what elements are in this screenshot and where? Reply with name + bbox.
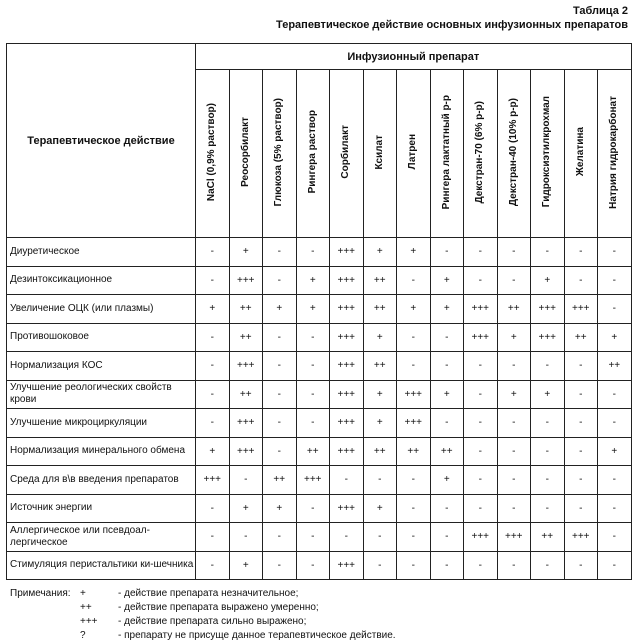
note-symbol: ? [80, 630, 86, 641]
column-header-label: Сорбилакт [340, 125, 352, 179]
table-cell: - [598, 295, 632, 324]
table-cell: - [464, 238, 498, 267]
table-cell: + [296, 295, 330, 324]
header-corner: Терапевтическое действие [7, 44, 196, 238]
table-cell: - [263, 323, 297, 352]
table-row [7, 551, 632, 580]
column-header-label: Глюкоза (5% раствор) [273, 97, 285, 207]
table-cell: - [363, 551, 397, 580]
table-body [7, 238, 632, 580]
table-cell: - [464, 494, 498, 523]
column-header-label: Желатина [574, 127, 586, 177]
table-cell: +++ [564, 295, 598, 324]
row-label: Нормализация КОС [7, 352, 196, 381]
table-cell: +++ [330, 409, 364, 438]
note-text: - действие препарата выражено умеренно; [118, 602, 319, 613]
table-cell: +++ [531, 295, 565, 324]
table-cell: + [263, 494, 297, 523]
table-cell: ++ [397, 437, 431, 466]
row-label: Дезинтоксикационное [7, 266, 196, 295]
table-cell: - [531, 494, 565, 523]
column-header-label: Реосорбилакт [239, 117, 251, 187]
column-header-label: Натрия гидрокарбонат [608, 95, 620, 209]
table-row [7, 323, 632, 352]
table-cell: - [263, 352, 297, 381]
table-cell: +++ [497, 523, 531, 552]
table-cell: ++ [363, 352, 397, 381]
table-title: Терапевтическое действие основных инфузионных препаратов [276, 19, 628, 31]
table-cell: - [497, 238, 531, 267]
table-cell: + [531, 266, 565, 295]
row-label: Аллергическое или псевдоал-лергическое [7, 523, 196, 552]
table-cell: - [263, 266, 297, 295]
table-cell: - [497, 437, 531, 466]
table-cell: ++ [564, 323, 598, 352]
table-cell: - [531, 409, 565, 438]
table-cell: +++ [330, 295, 364, 324]
table-cell: - [464, 409, 498, 438]
table-cell: - [229, 523, 263, 552]
table-cell: - [296, 523, 330, 552]
column-header [598, 70, 632, 238]
note-text: - препарату не присуще данное терапевтическое действие. [118, 630, 396, 641]
table-cell: - [263, 523, 297, 552]
table-cell: - [196, 523, 230, 552]
row-label: Стимуляция перистальтики ки-шечника [7, 551, 196, 580]
table-cell: + [430, 295, 464, 324]
therapeutic-action-table [6, 43, 632, 580]
table-cell: + [531, 380, 565, 409]
table-cell: - [397, 494, 431, 523]
note-item [10, 601, 396, 615]
table-cell: + [397, 238, 431, 267]
table-cell: +++ [229, 266, 263, 295]
table-number: Таблица 2 [572, 5, 628, 17]
table-cell: - [296, 238, 330, 267]
table-cell: - [397, 266, 431, 295]
table-cell: - [296, 551, 330, 580]
table-cell: - [564, 238, 598, 267]
column-header-label: Рингера лактатный р-р [440, 94, 452, 210]
row-label: Улучшение реологических свойств крови [7, 380, 196, 409]
table-cell: - [430, 238, 464, 267]
table-cell: - [564, 380, 598, 409]
table-cell: - [330, 466, 364, 495]
table-caption [276, 4, 628, 32]
table-cell: + [598, 437, 632, 466]
table-cell: + [229, 238, 263, 267]
header-group: Инфузионный препарат [196, 44, 632, 70]
table-cell: - [598, 380, 632, 409]
table-cell: ++ [363, 295, 397, 324]
table-cell: - [397, 323, 431, 352]
table-cell: - [464, 380, 498, 409]
column-header-label: Гидроксиэтилкрохмал [541, 96, 553, 208]
row-label: Противошоковое [7, 323, 196, 352]
table-cell: +++ [531, 323, 565, 352]
table-cell: +++ [564, 523, 598, 552]
table-cell: - [397, 466, 431, 495]
table-cell: ++ [363, 437, 397, 466]
table-cell: - [363, 523, 397, 552]
column-header-label: Декстран-70 (6% р-р) [474, 100, 486, 204]
table-cell: - [564, 466, 598, 495]
table-cell: - [430, 352, 464, 381]
table-cell: ++ [497, 295, 531, 324]
column-header [430, 70, 464, 238]
table-cell: - [464, 352, 498, 381]
table-cell: +++ [464, 323, 498, 352]
table-cell: - [598, 523, 632, 552]
table-cell: ++ [229, 295, 263, 324]
table-cell: +++ [229, 352, 263, 381]
note-item [10, 615, 396, 629]
column-header-label: Латрен [407, 134, 419, 170]
table-cell: ++ [296, 437, 330, 466]
table-cell: - [196, 494, 230, 523]
table-cell: + [196, 437, 230, 466]
table-cell: - [598, 494, 632, 523]
table-cell: + [363, 494, 397, 523]
table-cell: + [229, 551, 263, 580]
table-cell: - [531, 352, 565, 381]
note-item [10, 587, 396, 601]
row-label: Источник энергии [7, 494, 196, 523]
table-cell: +++ [330, 352, 364, 381]
table-cell: - [497, 494, 531, 523]
column-header [363, 70, 397, 238]
table-row [7, 295, 632, 324]
table-cell: +++ [330, 437, 364, 466]
table-cell: + [598, 323, 632, 352]
table-cell: - [263, 551, 297, 580]
table-cell: - [296, 380, 330, 409]
table-cell: +++ [229, 437, 263, 466]
note-symbol: +++ [80, 616, 98, 627]
table-cell: - [229, 466, 263, 495]
table-cell: + [296, 266, 330, 295]
table-cell: - [363, 466, 397, 495]
note-symbol: + [80, 588, 86, 599]
table-cell: +++ [229, 409, 263, 438]
table-row [7, 238, 632, 267]
table-cell: +++ [330, 266, 364, 295]
table-cell: + [363, 238, 397, 267]
table-cell: + [397, 295, 431, 324]
table-cell: - [196, 409, 230, 438]
column-header [330, 70, 364, 238]
table-cell: - [330, 523, 364, 552]
table-cell: + [430, 466, 464, 495]
table-cell: - [397, 523, 431, 552]
notes-label [10, 601, 80, 615]
table-cell: - [497, 266, 531, 295]
row-label: Нормализация минерального обмена [7, 437, 196, 466]
table-cell: - [263, 437, 297, 466]
table-cell: - [531, 551, 565, 580]
table-cell: - [430, 323, 464, 352]
table-cell: + [497, 323, 531, 352]
table-cell: + [430, 380, 464, 409]
notes-label [10, 615, 80, 629]
table-cell: ++ [229, 380, 263, 409]
notes [10, 587, 396, 643]
table-cell: - [397, 551, 431, 580]
table-cell: - [196, 266, 230, 295]
table-cell: + [363, 380, 397, 409]
table-cell: +++ [330, 551, 364, 580]
table-cell: - [196, 323, 230, 352]
note-text: - действие препарата незначительное; [118, 588, 299, 599]
notes-label [10, 629, 80, 643]
table-cell: +++ [464, 523, 498, 552]
table-cell: ++ [430, 437, 464, 466]
table-cell: +++ [330, 323, 364, 352]
table-cell: +++ [330, 238, 364, 267]
table-cell: - [296, 323, 330, 352]
table-row [7, 352, 632, 381]
table-row [7, 437, 632, 466]
column-header [497, 70, 531, 238]
column-header [196, 70, 230, 238]
notes-list [10, 587, 396, 643]
table-row [7, 523, 632, 552]
table-cell: ++ [263, 466, 297, 495]
table-cell: - [598, 551, 632, 580]
table-cell: - [497, 466, 531, 495]
table-cell: - [497, 352, 531, 381]
table-cell: - [564, 266, 598, 295]
table-cell: - [497, 409, 531, 438]
table-cell: + [363, 409, 397, 438]
column-header-label: Ксилат [373, 134, 385, 170]
table-cell: - [464, 437, 498, 466]
table-cell: - [564, 409, 598, 438]
table-cell: - [397, 352, 431, 381]
table-cell: + [430, 266, 464, 295]
column-header [531, 70, 565, 238]
table-cell: - [531, 466, 565, 495]
table-cell: +++ [296, 466, 330, 495]
note-symbol: ++ [80, 602, 92, 613]
table-row [7, 494, 632, 523]
table-cell: +++ [330, 380, 364, 409]
table-cell: - [296, 409, 330, 438]
note-item [10, 629, 396, 643]
table-cell: - [464, 551, 498, 580]
column-header [229, 70, 263, 238]
table-cell: - [296, 352, 330, 381]
table-cell: - [598, 409, 632, 438]
note-text: - действие препарата сильно выражено; [118, 616, 307, 627]
table-cell: - [430, 409, 464, 438]
table-cell: + [229, 494, 263, 523]
table-cell: - [464, 266, 498, 295]
table-cell: - [564, 437, 598, 466]
table-cell: - [196, 352, 230, 381]
table-cell: - [430, 523, 464, 552]
table-cell: - [497, 551, 531, 580]
table-cell: ++ [531, 523, 565, 552]
table-cell: - [263, 238, 297, 267]
column-header [397, 70, 431, 238]
table-cell: + [196, 295, 230, 324]
table-cell: ++ [363, 266, 397, 295]
column-header [263, 70, 297, 238]
table-cell: - [296, 494, 330, 523]
table-cell: - [531, 437, 565, 466]
table-cell: - [564, 352, 598, 381]
table-cell: +++ [330, 494, 364, 523]
column-header-label: Декстран-40 (10% р-р) [507, 97, 519, 207]
table-cell: - [598, 266, 632, 295]
table-cell: +++ [397, 409, 431, 438]
table-cell: - [464, 466, 498, 495]
header-group-row [7, 44, 632, 70]
table-cell: + [263, 295, 297, 324]
notes-label: Примечания: [10, 588, 71, 599]
table-cell: - [531, 238, 565, 267]
row-label: Улучшение микроциркуляции [7, 409, 196, 438]
table-row [7, 409, 632, 438]
table-cell: - [196, 551, 230, 580]
table-cell: - [196, 238, 230, 267]
table-row [7, 266, 632, 295]
table-cell: - [598, 238, 632, 267]
column-header-label: NaCl (0,9% раствор) [206, 102, 218, 202]
row-label: Диуретическое [7, 238, 196, 267]
row-label: Увеличение ОЦК (или плазмы) [7, 295, 196, 324]
table-cell: - [263, 409, 297, 438]
table-cell: ++ [598, 352, 632, 381]
table-cell: - [598, 466, 632, 495]
table-cell: - [564, 494, 598, 523]
table-cell: - [263, 380, 297, 409]
table-cell: - [430, 494, 464, 523]
table-row [7, 380, 632, 409]
table-cell: +++ [464, 295, 498, 324]
column-header [464, 70, 498, 238]
table-cell: - [430, 551, 464, 580]
column-header [296, 70, 330, 238]
table-cell: - [196, 380, 230, 409]
table-cell: +++ [397, 380, 431, 409]
table-cell: +++ [196, 466, 230, 495]
table-cell: - [564, 551, 598, 580]
table-cell: ++ [229, 323, 263, 352]
column-header [564, 70, 598, 238]
table-cell: + [363, 323, 397, 352]
table-row [7, 466, 632, 495]
row-label: Среда для в\в введения препаратов [7, 466, 196, 495]
column-header-label: Рингера раствор [306, 110, 318, 194]
table-cell: + [497, 380, 531, 409]
